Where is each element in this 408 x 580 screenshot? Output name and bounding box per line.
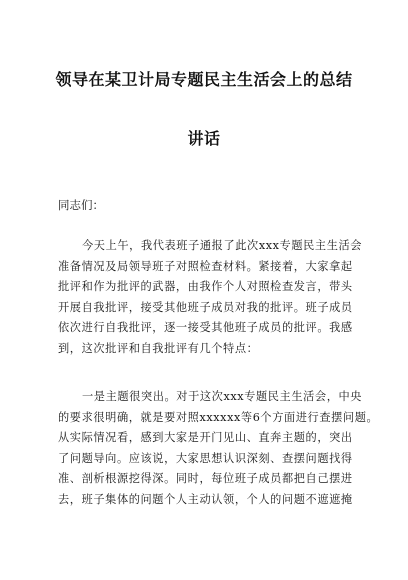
- paragraph-1-line: 依次进行自我批评，逐一接受其他班子成员的批评。我感: [58, 321, 353, 335]
- paragraph-1-line: 准备情况及局领导班子对照检查材料。紧接着，大家拿起: [58, 259, 353, 273]
- paragraph-2-line: 从实际情况看，感到大家是开门见山、直奔主题的，突出: [58, 431, 353, 445]
- paragraph-2-line: 一是主题很突出。对于这次xxx专题民主生活会，中央: [82, 390, 363, 403]
- paragraph-2-line: 去，班子集体的问题个人主动认领，个人的问题不遮遮掩: [58, 492, 353, 506]
- paragraph-1-line: 到，这次批评和自我批评有几个特点：: [58, 341, 259, 355]
- paragraph-2-line: 了问题导向。应该说，大家思想认识深刻、查摆问题找得: [58, 451, 353, 465]
- greeting: 同志们：: [58, 198, 104, 212]
- document-title-line-2: 讲话: [187, 129, 221, 148]
- paragraph-2: [58, 387, 379, 511]
- paragraph-2-line: 准、剖析根源挖得深。同时，每位班子成员都把自己摆进: [58, 472, 353, 486]
- paragraph-2-line: 的要求很明确，就是要对照xxxxxx等6个方面进行查摆问题。: [58, 410, 379, 424]
- paragraph-1-line: 开展自我批评，接受其他班子成员对我的批评。班子成员: [58, 300, 353, 314]
- paragraph-1: [58, 236, 363, 360]
- paragraph-1-line: 批评和作为批评的武器，由我作个人对照检查发言，带头: [58, 280, 353, 294]
- document-title-line-1: 领导在某卫计局专题民主生活会上的总结: [55, 70, 353, 89]
- paragraph-1-line: 今天上午，我代表班子通报了此次xxx专题民主生活会: [82, 239, 363, 252]
